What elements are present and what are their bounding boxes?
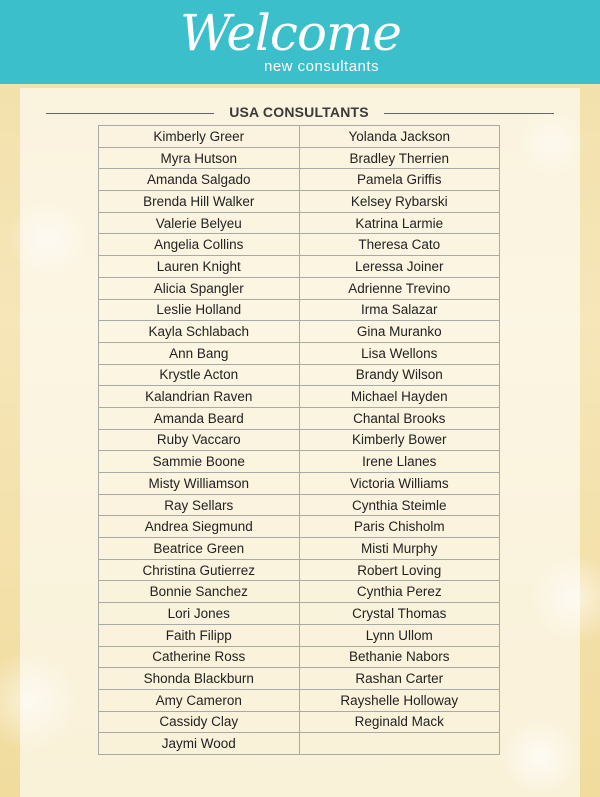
consultant-name-left: Ann Bang: [99, 342, 300, 364]
consultant-name-right: Theresa Cato: [299, 234, 500, 256]
table-row: [99, 147, 500, 169]
consultant-name-left: Lori Jones: [99, 603, 300, 625]
consultant-name-right: Lynn Ullom: [299, 624, 500, 646]
consultant-name-right: Adrienne Trevino: [299, 277, 500, 299]
consultant-name-right: Lisa Wellons: [299, 342, 500, 364]
consultant-name-left: Bonnie Sanchez: [99, 581, 300, 603]
table-row: [99, 321, 500, 343]
welcome-title: Welcome: [180, 4, 402, 62]
header-banner: [0, 0, 600, 84]
consultant-name-right: [299, 733, 500, 755]
consultant-name-right: Misti Murphy: [299, 538, 500, 560]
table-row: [99, 212, 500, 234]
consultant-name-right: Chantal Brooks: [299, 407, 500, 429]
consultant-name-left: Cassidy Clay: [99, 711, 300, 733]
consultant-name-left: Brenda Hill Walker: [99, 191, 300, 213]
welcome-subtitle: new consultants: [264, 58, 380, 75]
table-row: [99, 429, 500, 451]
consultant-name-left: Ray Sellars: [99, 494, 300, 516]
consultant-name-left: Kayla Schlabach: [99, 321, 300, 343]
table-row: [99, 689, 500, 711]
table-row: [99, 581, 500, 603]
consultant-name-right: Cynthia Steimle: [299, 494, 500, 516]
consultant-name-right: Bethanie Nabors: [299, 646, 500, 668]
consultant-name-right: Irma Salazar: [299, 299, 500, 321]
table-row: [99, 668, 500, 690]
table-row: [99, 711, 500, 733]
table-row: [99, 473, 500, 495]
section-title: USA CONSULTANTS: [229, 104, 369, 120]
consultant-name-right: Irene Llanes: [299, 451, 500, 473]
consultant-name-right: Brandy Wilson: [299, 364, 500, 386]
consultant-name-left: Christina Gutierrez: [99, 559, 300, 581]
consultant-name-left: Catherine Ross: [99, 646, 300, 668]
consultant-name-left: Amanda Beard: [99, 407, 300, 429]
consultant-name-left: Leslie Holland: [99, 299, 300, 321]
consultant-name-right: Reginald Mack: [299, 711, 500, 733]
consultant-name-right: Leressa Joiner: [299, 256, 500, 278]
table-row: [99, 494, 500, 516]
table-row: [99, 191, 500, 213]
consultant-name-left: Sammie Boone: [99, 451, 300, 473]
table-row: [99, 277, 500, 299]
consultant-name-right: Katrina Larmie: [299, 212, 500, 234]
table-row: [99, 234, 500, 256]
consultant-name-left: Krystle Acton: [99, 364, 300, 386]
consultant-name-right: Gina Muranko: [299, 321, 500, 343]
consultants-table-body: [99, 126, 500, 755]
table-row: [99, 603, 500, 625]
consultant-name-left: Jaymi Wood: [99, 733, 300, 755]
consultant-name-left: Kalandrian Raven: [99, 386, 300, 408]
consultant-name-right: Rayshelle Holloway: [299, 689, 500, 711]
consultant-name-right: Kelsey Rybarski: [299, 191, 500, 213]
consultant-name-left: Angelia Collins: [99, 234, 300, 256]
consultant-name-right: Victoria Williams: [299, 473, 500, 495]
consultants-table: [98, 125, 500, 755]
table-row: [99, 256, 500, 278]
consultant-name-right: Cynthia Perez: [299, 581, 500, 603]
table-row: [99, 169, 500, 191]
consultant-name-left: Lauren Knight: [99, 256, 300, 278]
table-row: [99, 407, 500, 429]
table-row: [99, 733, 500, 755]
consultant-name-left: Myra Hutson: [99, 147, 300, 169]
consultant-name-left: Misty Williamson: [99, 473, 300, 495]
table-row: [99, 451, 500, 473]
consultant-name-right: Robert Loving: [299, 559, 500, 581]
consultant-name-left: Alicia Spangler: [99, 277, 300, 299]
consultant-name-left: Shonda Blackburn: [99, 668, 300, 690]
table-row: [99, 538, 500, 560]
divider-left: [46, 113, 214, 114]
table-row: [99, 386, 500, 408]
divider-right: [384, 113, 554, 114]
consultant-name-right: Yolanda Jackson: [299, 126, 500, 148]
consultant-name-left: Kimberly Greer: [99, 126, 300, 148]
table-row: [99, 299, 500, 321]
consultant-name-right: Rashan Carter: [299, 668, 500, 690]
table-row: [99, 126, 500, 148]
consultant-name-left: Amanda Salgado: [99, 169, 300, 191]
table-row: [99, 646, 500, 668]
table-row: [99, 559, 500, 581]
consultant-name-right: Bradley Therrien: [299, 147, 500, 169]
consultant-name-left: Beatrice Green: [99, 538, 300, 560]
section-header: [46, 104, 554, 124]
table-row: [99, 364, 500, 386]
table-row: [99, 624, 500, 646]
consultant-name-left: Amy Cameron: [99, 689, 300, 711]
consultant-name-right: Pamela Griffis: [299, 169, 500, 191]
consultant-name-left: Valerie Belyeu: [99, 212, 300, 234]
table-row: [99, 342, 500, 364]
consultant-name-right: Michael Hayden: [299, 386, 500, 408]
consultant-name-left: Andrea Siegmund: [99, 516, 300, 538]
consultant-name-right: Paris Chisholm: [299, 516, 500, 538]
table-row: [99, 516, 500, 538]
consultant-name-right: Kimberly Bower: [299, 429, 500, 451]
consultant-name-left: Faith Filipp: [99, 624, 300, 646]
consultant-name-left: Ruby Vaccaro: [99, 429, 300, 451]
consultant-name-right: Crystal Thomas: [299, 603, 500, 625]
